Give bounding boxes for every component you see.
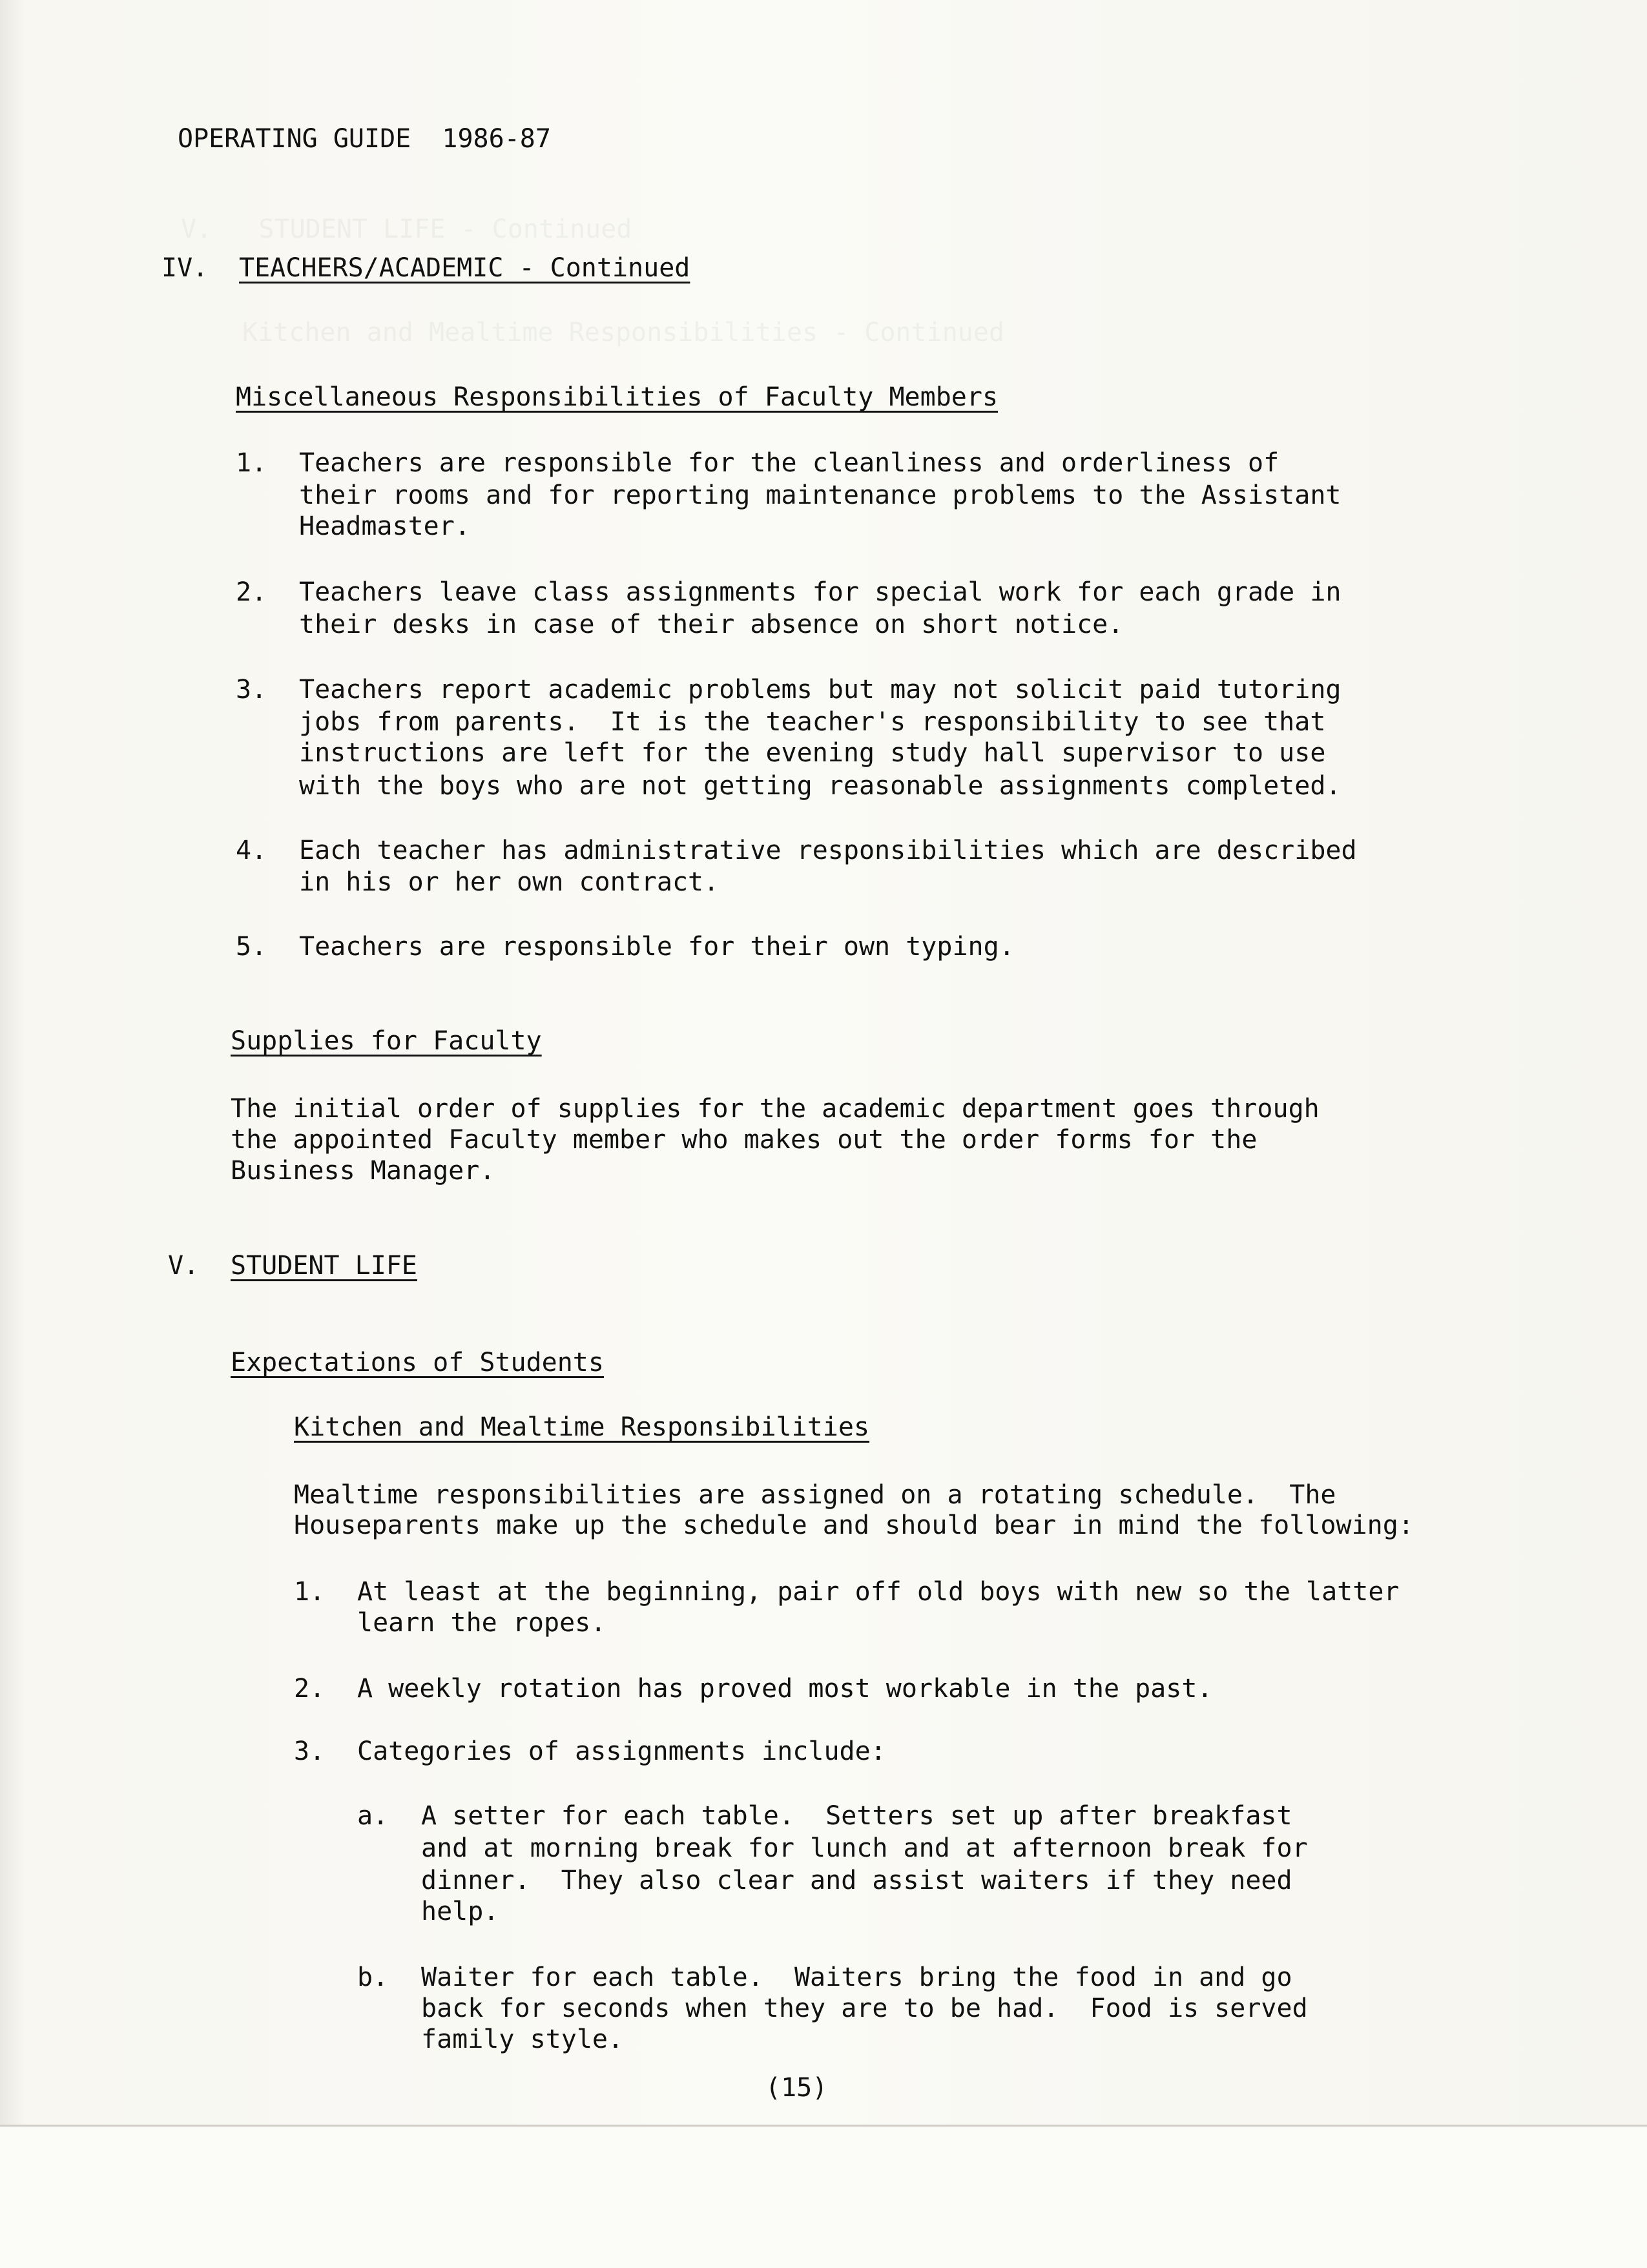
kitchen-subitem-line: family style. xyxy=(421,2025,624,2054)
kitchen-subitem-line: A setter for each table. Setters set up after breakfast xyxy=(421,1801,1292,1831)
kitchen-item-number: 2. xyxy=(294,1674,326,1704)
supplies-line: Business Manager. xyxy=(231,1156,495,1186)
running-title: OPERATING GUIDE 1986-87 xyxy=(178,124,551,154)
kitchen-subitem-line: Waiter for each table. Waiters bring the food in and go xyxy=(421,1963,1292,1992)
supplies-line: The initial order of supplies for the academic department goes through xyxy=(231,1094,1320,1124)
bleed-through-text: Kitchen and Mealtime Responsibilities - Continued xyxy=(242,318,1005,347)
misc-heading: Miscellaneous Responsibilities of Faculty Members xyxy=(236,382,999,412)
section-v-numeral: V. xyxy=(168,1251,200,1281)
section-v-title: STUDENT LIFE xyxy=(231,1251,417,1281)
misc-item-line: their rooms and for reporting maintenance problems to the Assistant xyxy=(299,480,1341,510)
misc-item-line: their desks in case of their absence on short notice. xyxy=(299,610,1124,639)
misc-item-line: Teachers are responsible for their own typing. xyxy=(299,932,1015,962)
kitchen-item-line: At least at the beginning, pair off old boys with new so the latter xyxy=(357,1577,1400,1607)
supplies-heading: Supplies for Faculty xyxy=(231,1026,542,1056)
kitchen-subitem-line: dinner. They also clear and assist waiters if they need xyxy=(421,1866,1292,1895)
kitchen-intro-line: Mealtime responsibilities are assigned on a rotating schedule. The xyxy=(294,1480,1336,1510)
kitchen-item-number: 3. xyxy=(294,1737,326,1766)
section-iv-numeral: IV. xyxy=(161,253,209,283)
kitchen-subitem-line: back for seconds when they are to be had. Food is served xyxy=(421,1994,1308,2023)
kitchen-item-line: Categories of assignments include: xyxy=(357,1737,886,1766)
misc-item-number: 4. xyxy=(236,836,267,865)
kitchen-item-line: A weekly rotation has proved most workable in the past. xyxy=(357,1674,1213,1704)
kitchen-heading: Kitchen and Mealtime Responsibilities xyxy=(294,1412,870,1442)
kitchen-subitem-letter: a. xyxy=(357,1801,389,1831)
misc-item-line: instructions are left for the evening study hall supervisor to use xyxy=(299,738,1326,768)
supplies-line: the appointed Faculty member who makes out the order forms for the xyxy=(231,1125,1258,1155)
kitchen-item-number: 1. xyxy=(294,1577,326,1607)
page-number: (15) xyxy=(765,2073,828,2103)
kitchen-subitem-letter: b. xyxy=(357,1963,389,1992)
kitchen-intro-line: Houseparents make up the schedule and should bear in mind the following: xyxy=(294,1510,1414,1540)
misc-item-line: in his or her own contract. xyxy=(299,867,720,897)
expectations-heading: Expectations of Students xyxy=(231,1348,604,1377)
misc-item-number: 3. xyxy=(236,675,267,705)
misc-item-line: jobs from parents. It is the teacher's responsibility to see that xyxy=(299,707,1326,737)
misc-item-line: with the boys who are not getting reasonable assignments completed. xyxy=(299,771,1341,801)
scan-bottom-margin xyxy=(0,2125,1647,2268)
bleed-through-text: V. STUDENT LIFE - Continued xyxy=(181,214,632,244)
misc-item-line: Headmaster. xyxy=(299,511,470,541)
misc-item-number: 1. xyxy=(236,448,267,478)
misc-item-number: 5. xyxy=(236,932,267,962)
misc-item-line: Teachers are responsible for the cleanliness and orderliness of xyxy=(299,448,1279,478)
misc-item-line: Each teacher has administrative responsibilities which are described xyxy=(299,836,1357,865)
misc-item-line: Teachers report academic problems but may not solicit paid tutoring xyxy=(299,675,1341,705)
kitchen-item-line: learn the ropes. xyxy=(357,1608,606,1638)
misc-item-number: 2. xyxy=(236,577,267,607)
kitchen-subitem-line: and at morning break for lunch and at afternoon break for xyxy=(421,1833,1308,1863)
misc-item-line: Teachers leave class assignments for special work for each grade in xyxy=(299,577,1341,607)
section-iv-title: TEACHERS/ACADEMIC - Continued xyxy=(239,253,690,283)
kitchen-subitem-line: help. xyxy=(421,1897,499,1926)
